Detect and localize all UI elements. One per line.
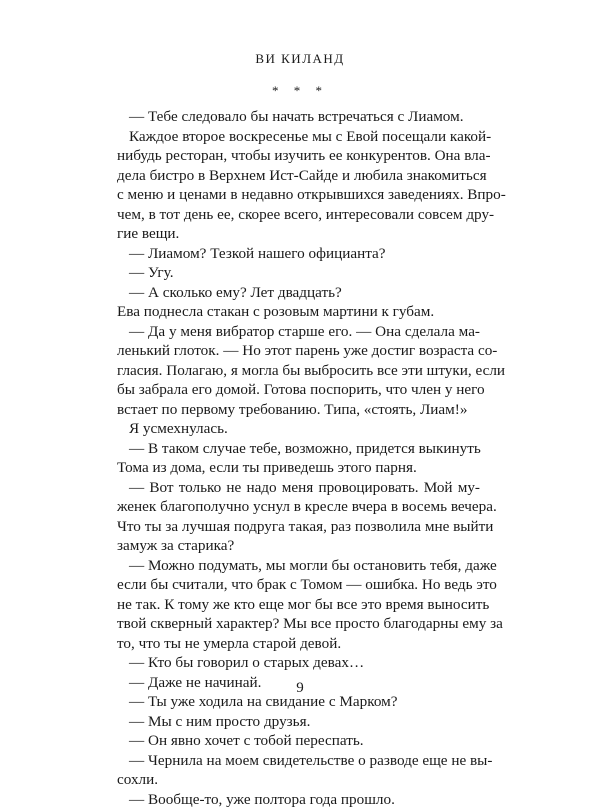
text-line: женек благополучно уснул в кресле вчера в восемь вечера.	[117, 497, 480, 517]
page-number: 9	[0, 680, 600, 697]
text-line: — Даже не начинай.	[117, 673, 480, 693]
text-line: ленький глоток. — Но этот парень уже достиг возраста со-	[117, 341, 480, 361]
text-line: Каждое второе воскресенье мы с Евой посещали какой-	[117, 127, 480, 147]
text-line: с меню и ценами в недавно открывшихся заведениях. Впро-	[117, 185, 480, 205]
text-line: — Тебе следовало бы начать встречаться с Лиамом.	[117, 107, 480, 127]
text-line: — Вот только не надо меня провоцировать. Мой му-	[117, 478, 480, 498]
text-line: то, что ты не умерла старой девой.	[117, 634, 480, 654]
text-line: чем, в тот день ее, скорее всего, интересовали совсем дру-	[117, 205, 480, 225]
text-line: Я усмехнулась.	[117, 419, 480, 439]
text-line: Ева поднесла стакан с розовым мартини к губам.	[117, 302, 480, 322]
text-line: если бы считали, что брак с Томом — ошибка. Но ведь это	[117, 575, 480, 595]
text-line: — Он явно хочет с тобой переспать.	[117, 731, 480, 751]
text-line: — А сколько ему? Лет двадцать?	[117, 283, 480, 303]
text-line: — Мы с ним просто друзья.	[117, 712, 480, 732]
text-line: — Чернила на моем свидетельстве о разводе еще не вы-	[117, 751, 480, 771]
body-text	[117, 107, 480, 809]
text-line: сохли.	[117, 770, 480, 790]
text-line: — Да у меня вибратор старше его. — Она сделала ма-	[117, 322, 480, 342]
text-line: — Кто бы говорил о старых девах…	[117, 653, 480, 673]
text-line: Что ты за лучшая подруга такая, раз позволила мне выйти	[117, 517, 480, 537]
text-line: — В таком случае тебе, возможно, придется выкинуть	[117, 439, 480, 459]
text-line: — Вообще-то, уже полтора года прошло.	[117, 790, 480, 809]
text-line: — Можно подумать, мы могли бы остановить тебя, даже	[117, 556, 480, 576]
text-line: — Лиамом? Тезкой нашего официанта?	[117, 244, 480, 264]
text-line: твой скверный характер? Мы все просто благодарны ему за	[117, 614, 480, 634]
text-line: — Ты уже ходила на свидание с Марком?	[117, 692, 480, 712]
text-line: не так. К тому же кто еще мог бы все это время выносить	[117, 595, 480, 615]
text-line: бы забрала его домой. Готова поспорить, что член у него	[117, 380, 480, 400]
text-line: встает по первому требованию. Типа, «стоять, Лиам!»	[117, 400, 480, 420]
text-line: нибудь ресторан, чтобы изучить ее конкурентов. Она вла-	[117, 146, 480, 166]
text-line: гласия. Полагаю, я могла бы выбросить все эти штуки, если	[117, 361, 480, 381]
running-head: ВИ КИЛАНД	[0, 51, 600, 67]
text-line: замуж за старика?	[117, 536, 480, 556]
text-line: гие вещи.	[117, 224, 480, 244]
text-line: Тома из дома, если ты приведешь этого парня.	[117, 458, 480, 478]
section-break: * * *	[0, 83, 600, 99]
text-line: дела бистро в Верхнем Ист-Сайде и любила знакомиться	[117, 166, 480, 186]
text-line: — Угу.	[117, 263, 480, 283]
